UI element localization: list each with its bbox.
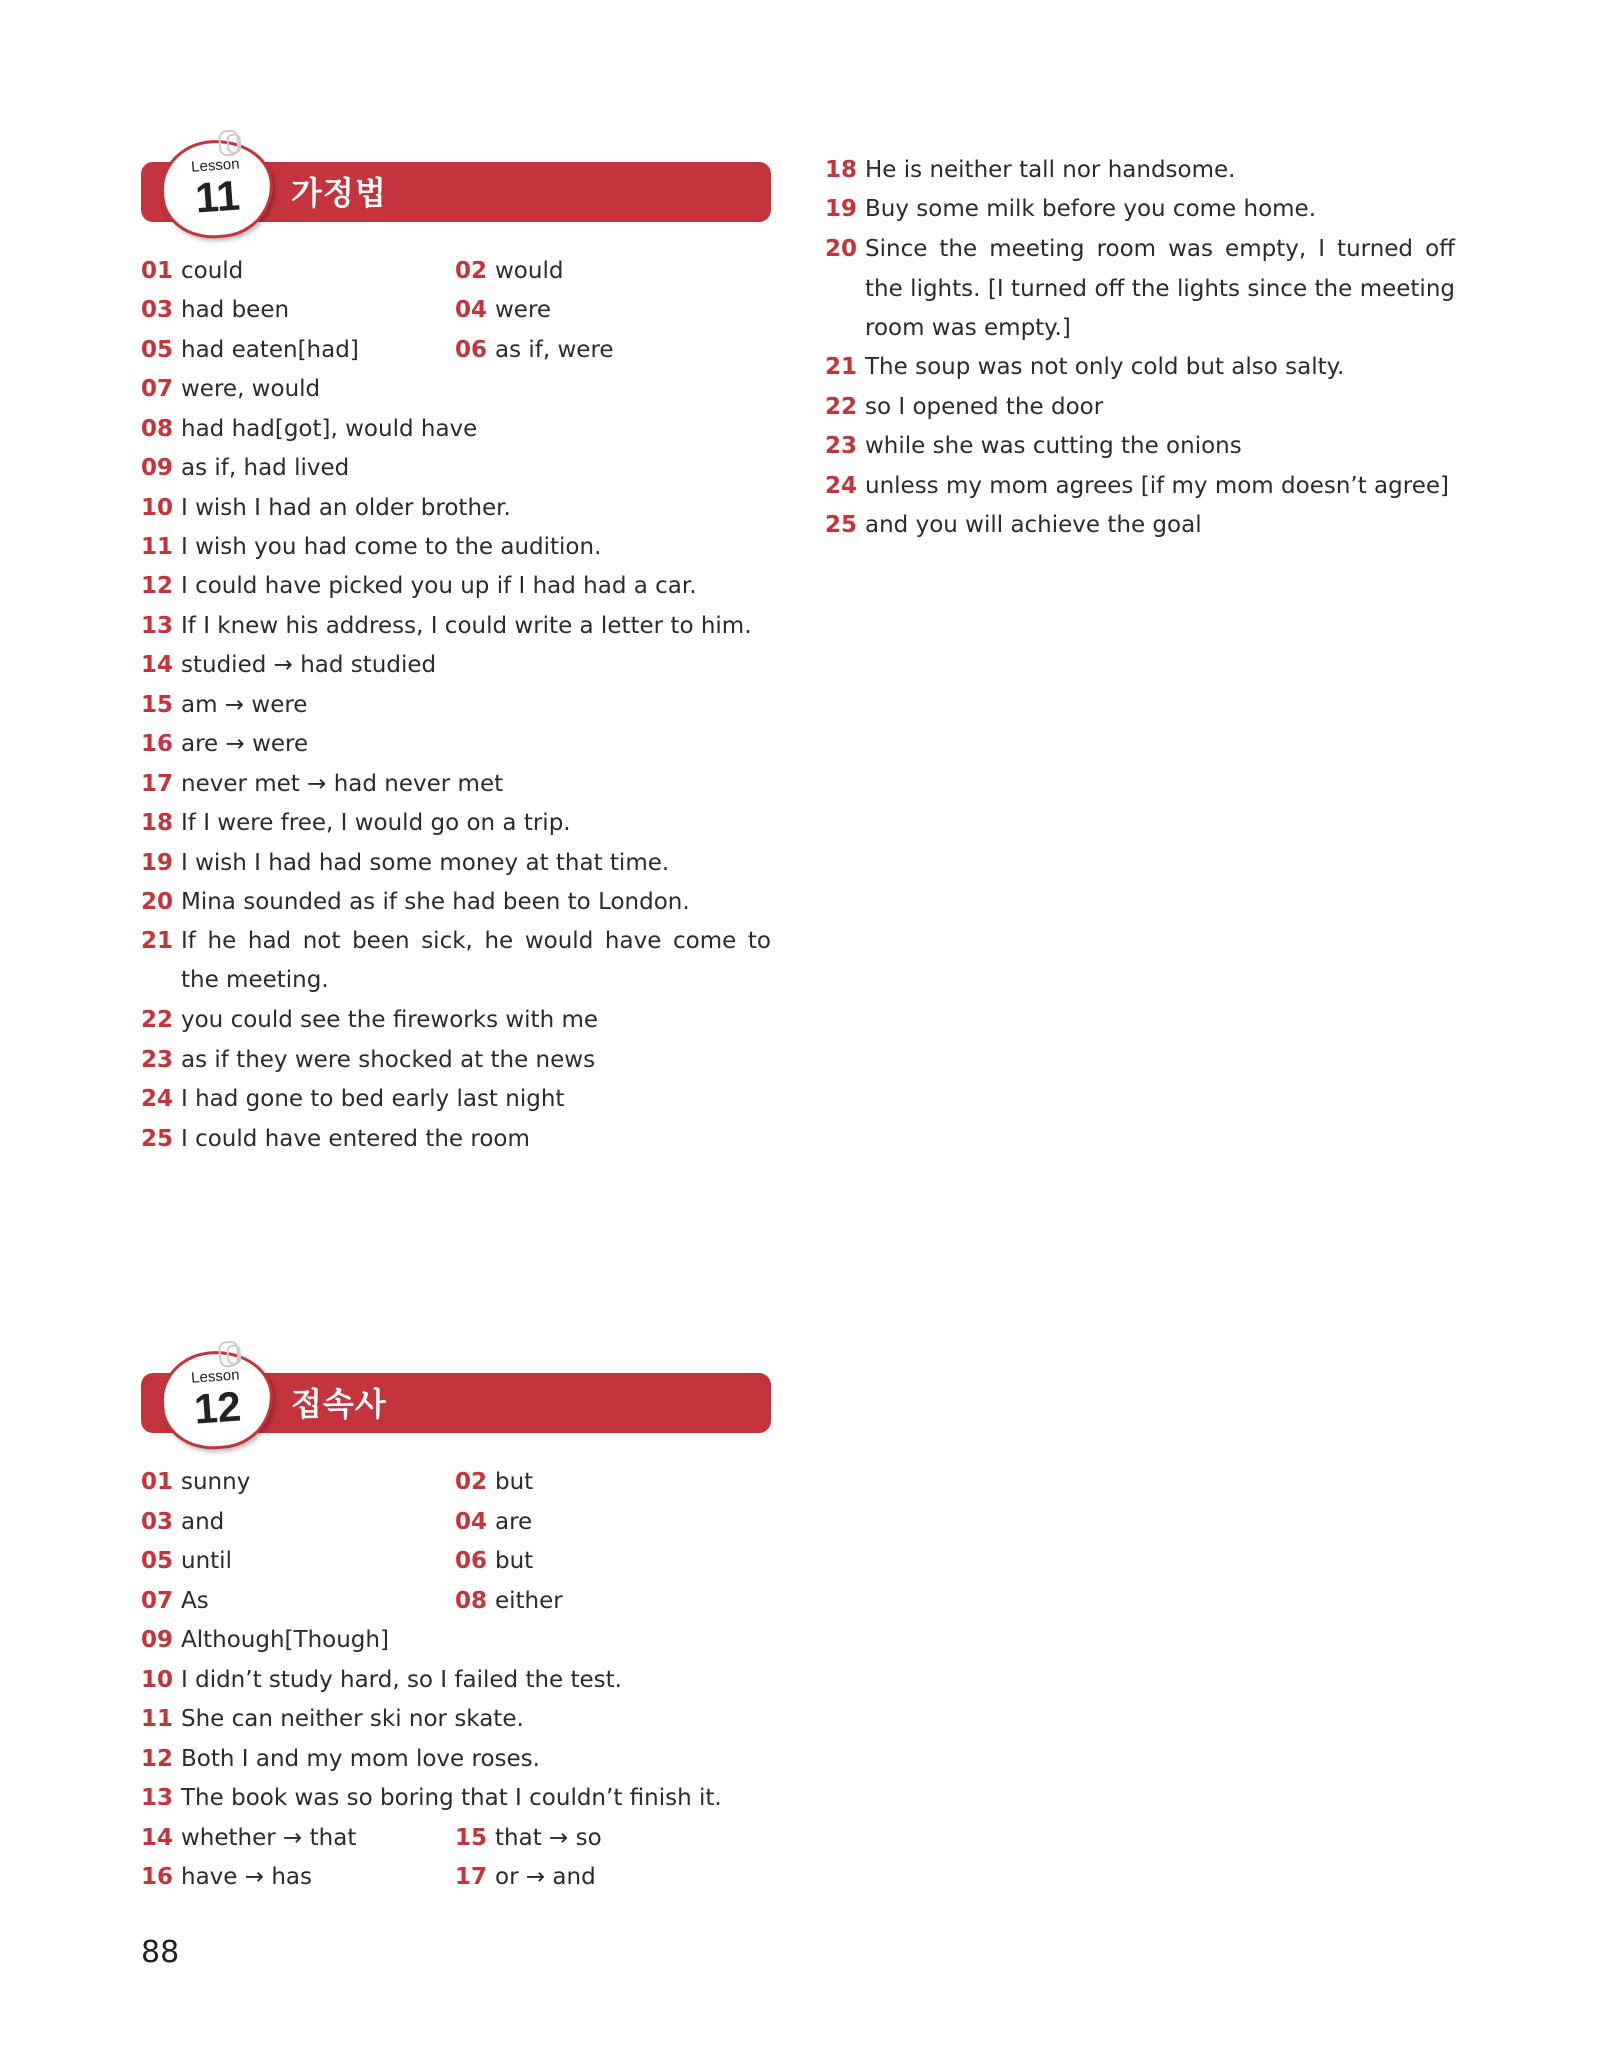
answer-item: 21 If he had not been sick, he would have come to the meeting.	[141, 928, 771, 993]
answer-item: 20 Since the meeting room was empty, I turned off the lights. [I turned off the lights since the meeting room was empty.]	[825, 236, 1455, 341]
clip-icon	[226, 133, 241, 154]
lesson-number: 12	[192, 1382, 243, 1433]
lesson-badge	[158, 1347, 277, 1453]
lesson-label: Lesson	[190, 155, 241, 176]
lesson-title: 가정법	[291, 174, 387, 212]
page-number: 88	[141, 1935, 180, 1970]
lesson-badge	[158, 136, 277, 242]
lesson-title: 접속사	[291, 1385, 387, 1423]
clip-icon	[226, 1344, 241, 1365]
lesson-11-banner	[141, 155, 771, 222]
lesson-number: 11	[193, 171, 242, 222]
lesson-label: Lesson	[190, 1366, 241, 1387]
lesson-12-banner	[141, 1366, 771, 1433]
